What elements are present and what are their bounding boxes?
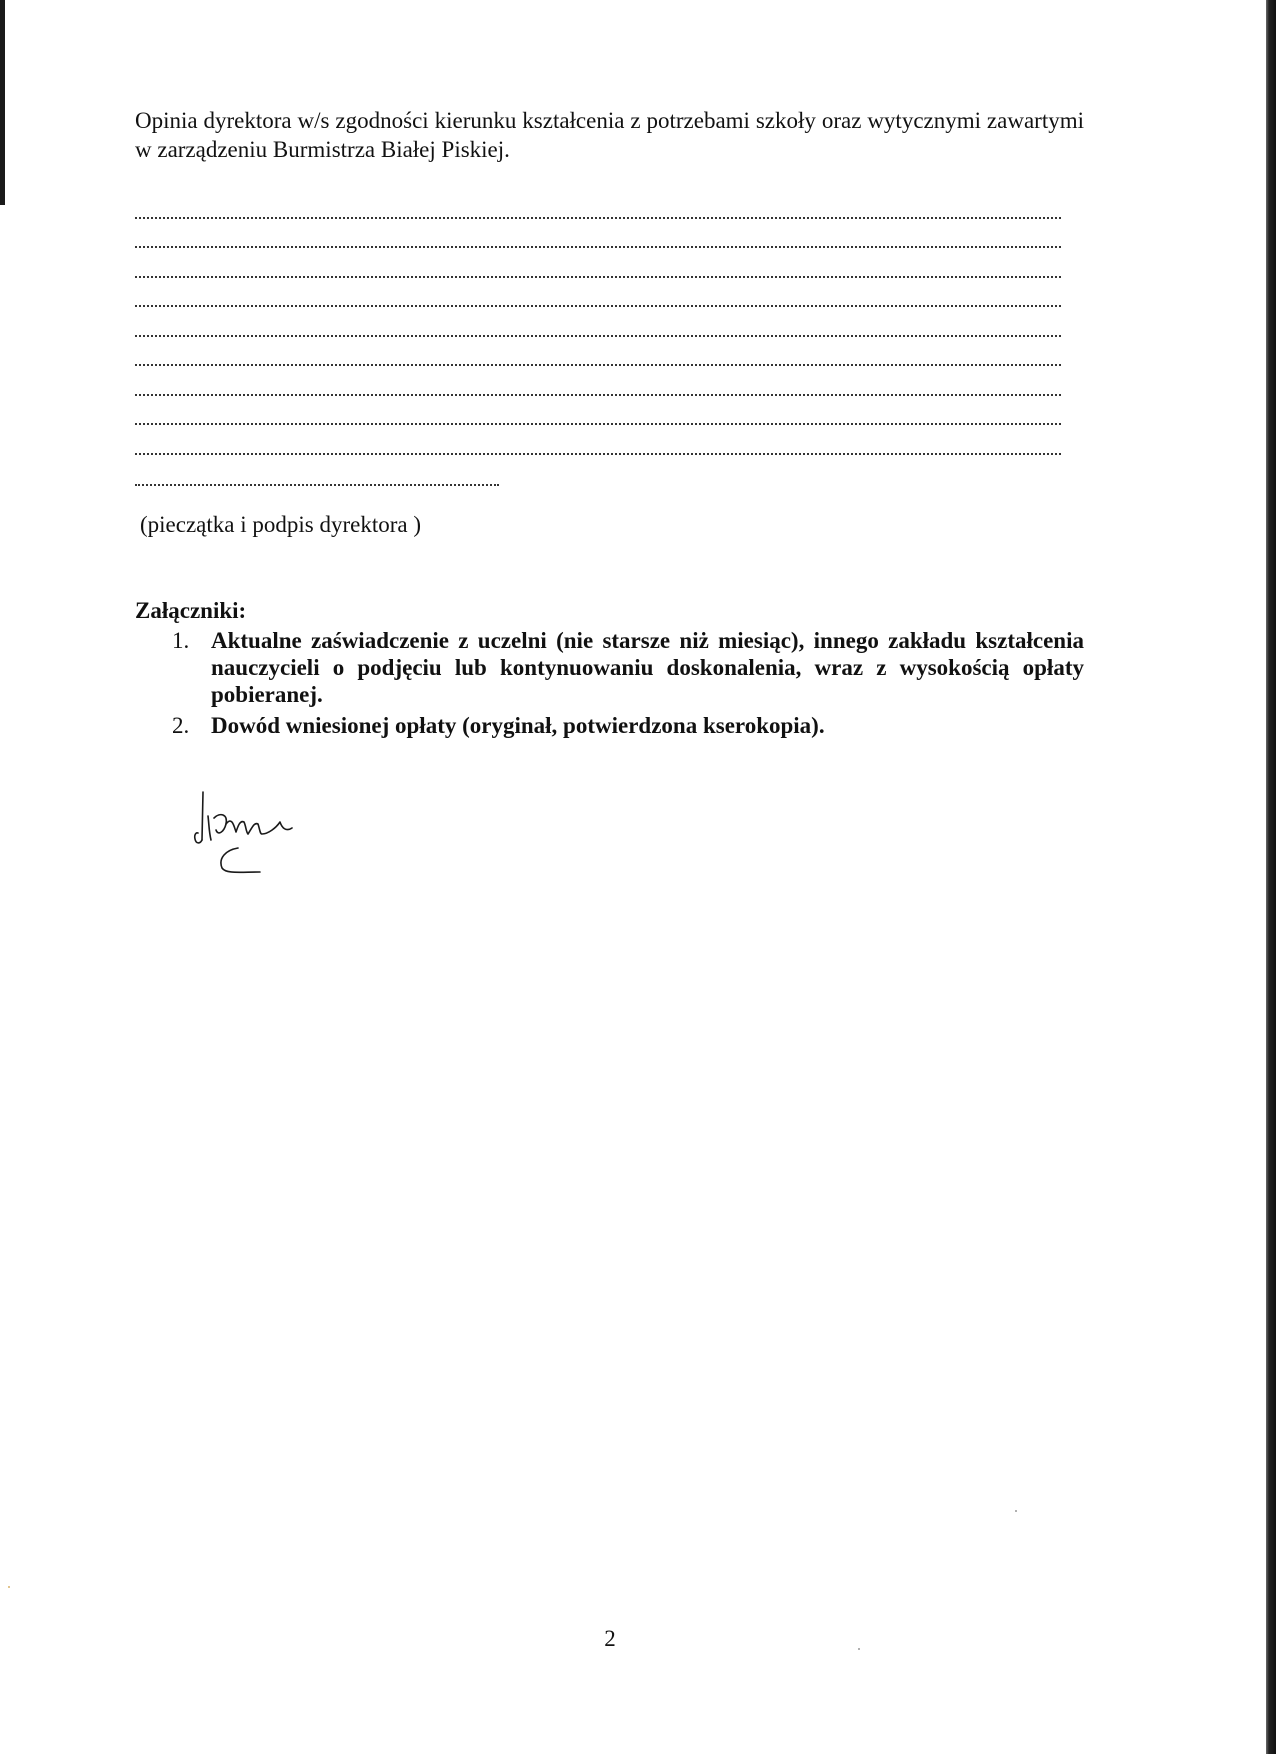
answer-line[interactable] [135, 197, 1061, 227]
scan-speck [1015, 1510, 1017, 1512]
scan-speck [858, 1648, 860, 1650]
handwritten-signature-icon [190, 788, 330, 883]
answer-line[interactable] [135, 227, 1061, 257]
answer-line[interactable] [135, 345, 1061, 375]
attachment-text: Aktualne zaświadczenie z uczelni (nie starsze niż miesiąc), innego zakładu kształcenia nauczycieli o podjęciu lub kontynuowaniu doskonalenia, wraz z wysokością opłaty pobieranej. [211, 628, 1084, 707]
answer-line[interactable] [135, 404, 1061, 434]
answer-line[interactable] [135, 374, 1061, 404]
scan-speck [8, 1586, 10, 1588]
answer-line[interactable] [135, 315, 1061, 345]
attachment-item [135, 712, 1084, 739]
attachment-text: Dowód wniesionej opłaty (oryginał, potwierdzona kserokopia). [211, 713, 825, 738]
attachments-list [135, 627, 1084, 743]
attachment-item [135, 627, 1084, 708]
page-number: 2 [604, 1626, 616, 1651]
intro-paragraph: Opinia dyrektora w/s zgodności kierunku kształcenia z potrzebami szkoły oraz wytycznymi zawartymi w zarządzeniu Burmistrza Białej Piskiej. [135, 108, 1084, 162]
answer-line[interactable] [135, 433, 1061, 463]
attachment-number: 1. [172, 628, 190, 653]
signature-caption: (pieczątka i podpis dyrektora ) [140, 512, 421, 537]
answer-lines [135, 197, 1061, 463]
attachment-number: 2. [172, 713, 190, 738]
director-signature-line[interactable] [135, 484, 499, 486]
answer-line[interactable] [135, 256, 1061, 286]
attachments-title: Załączniki: [135, 598, 247, 623]
answer-line[interactable] [135, 286, 1061, 316]
